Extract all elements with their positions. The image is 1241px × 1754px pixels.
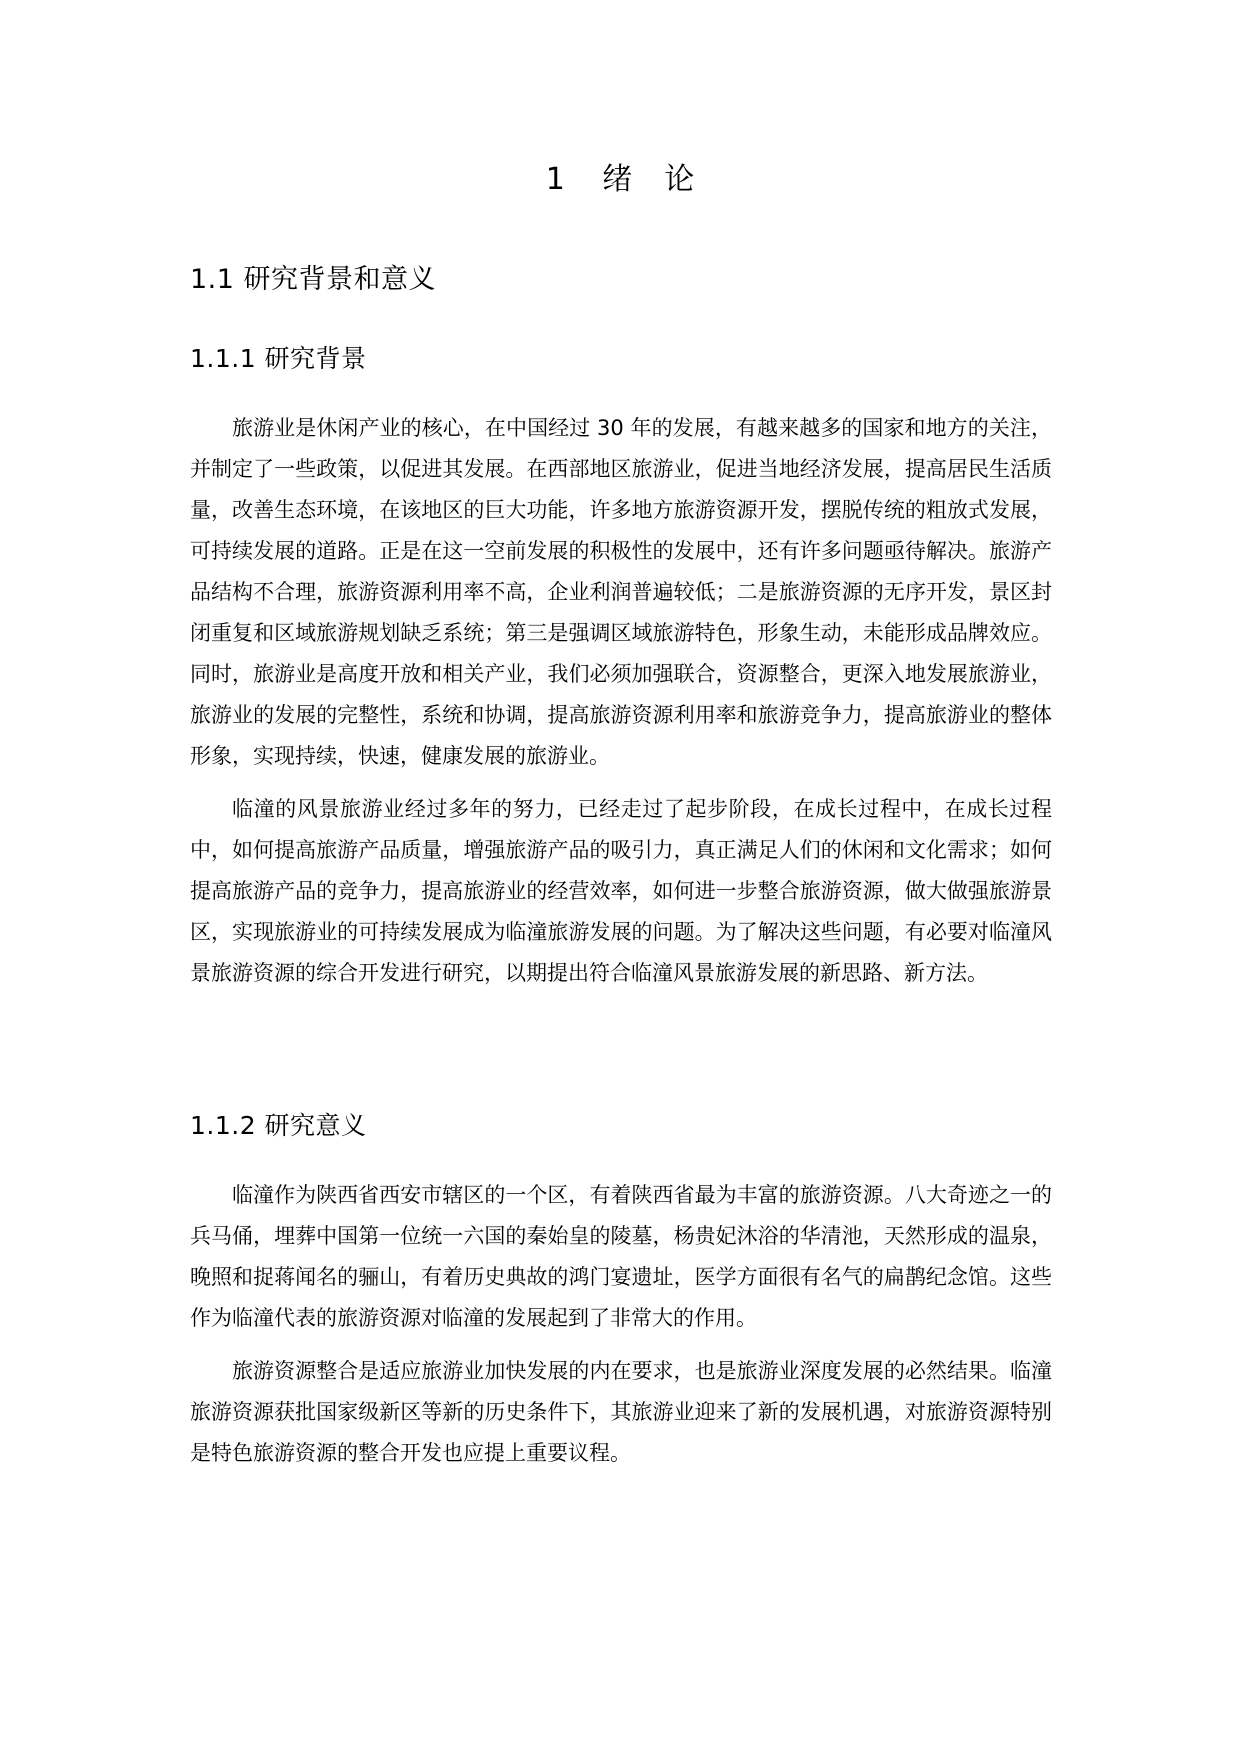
section-heading-1-1: 1.1 研究背景和意义 (190, 264, 437, 295)
section-heading-1-1-2: 1.1.2 研究意义 (190, 1111, 367, 1140)
paragraph: 旅游资源整合是适应旅游业加快发展的内在要求，也是旅游业深度发展的必然结果。临潼旅游资源获批国家级新区等新的历史条件下，其旅游业迎来了新的发展机遇，对旅游资源特别是特色旅游资源的整合开发也应提上重要议程。 (190, 1359, 1052, 1465)
paragraph: 旅游业是休闲产业的核心，在中国经过 30 年的发展，有越来越多的国家和地方的关注，并制定了一些政策，以促进其发展。在西部地区旅游业，促进当地经济发展，提高居民生活质量，改善生态环境，在该地区的巨大功能，许多地方旅游资源开发，摆脱传统的粗放式发展，可持续发展的道路。正是在这一空前发展的积极性的发展中，还有许多问题亟待解决。旅游产品结构不合理，旅游资源利用率不高，企业利润普遍较低；二是旅游资源的无序开发，景区封闭重复和区域旅游规划缺乏系统；第三是强调区域旅游特色，形象生动，未能形成品牌效应。同时，旅游业是高度开放和相关产业，我们必须加强联合，资源整合，更深入地发展旅游业，旅游业的发展的完整性，系统和协调，提高旅游资源利用率和旅游竞争力，提高旅游业的整体形象，实现持续，快速，健康发展的旅游业。 (190, 416, 1052, 768)
paragraph: 临潼作为陕西省西安市辖区的一个区，有着陕西省最为丰富的旅游资源。八大奇迹之一的兵马俑，埋葬中国第一位统一六国的秦始皇的陵墓，杨贵妃沐浴的华清池，天然形成的温泉，晚照和捉蒋闻名的骊山，有着历史典故的鸿门宴遗址，医学方面很有名气的扁鹊纪念馆。这些作为临潼代表的旅游资源对临潼的发展起到了非常大的作用。 (190, 1183, 1052, 1330)
paragraph: 临潼的风景旅游业经过多年的努力，已经走过了起步阶段，在成长过程中，在成长过程中，如何提高旅游产品质量，增强旅游产品的吸引力，真正满足人们的休闲和文化需求；如何提高旅游产品的竞争力，提高旅游业的经营效率，如何进一步整合旅游资源，做大做强旅游景区，实现旅游业的可持续发展成为临潼旅游发展的问题。为了解决这些问题，有必要对临潼风景旅游资源的综合开发进行研究，以期提出符合临潼风景旅游发展的新思路、新方法。 (190, 797, 1052, 985)
section-body-1-1-2 (190, 1175, 1052, 1474)
chapter-title: 1 绪 论 (545, 162, 696, 197)
section-body-1-1-1 (190, 408, 1052, 994)
section-heading-1-1-1: 1.1.1 研究背景 (190, 344, 367, 373)
